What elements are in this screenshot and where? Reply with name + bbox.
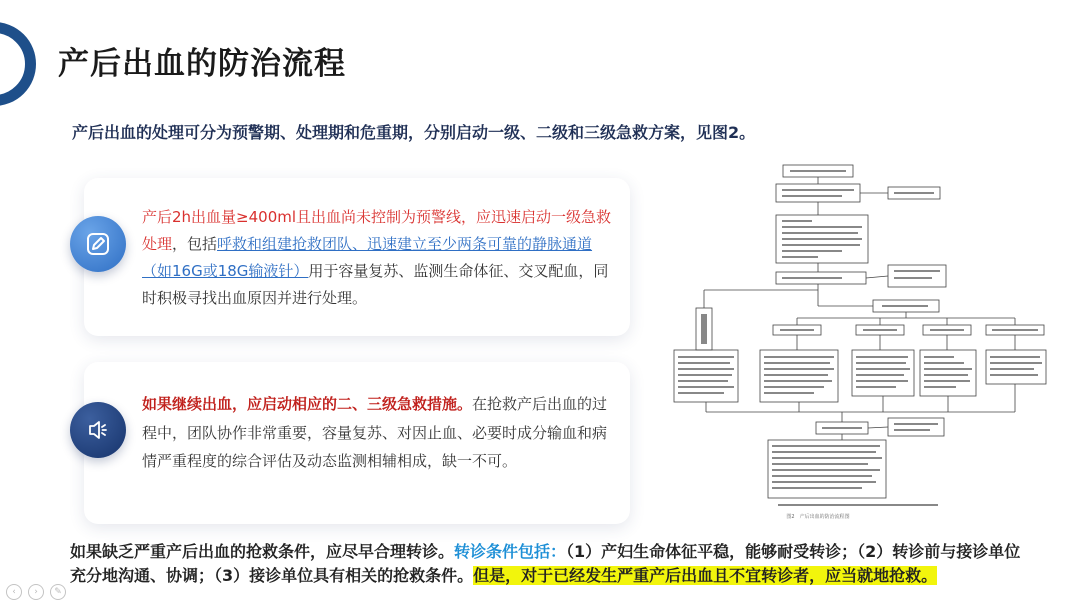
presentation-nav: [6, 584, 66, 600]
flowchart-figure: [668, 160, 1054, 522]
page-title: 产后出血的防治流程: [58, 46, 346, 82]
intro-text: 产后出血的处理可分为预警期、处理期和危重期，分别启动一级、二级和三级急救方案，见图2。: [72, 123, 756, 142]
warning-text: 产后2h出血量≥400ml且出血尚未控制为预警线，应迅速启动一级急救处理，包括呼救和组建抢救团队、迅速建立至少两条可靠的静脉通道（如16G或18G输液针）用于容量复苏、监测生命体征、交叉配血，同时积极寻找出血原因并进行处理。: [142, 208, 612, 307]
pencil-icon: [70, 216, 126, 272]
figure-caption: 图2 产后出血的防治流程图: [786, 514, 850, 520]
escalation-text: 如果继续出血，应启动相应的二、三级急救措施。在抢救产后出血的过程中，团队协作非常重要，容量复苏、对因止血、必要时成分输血和病情严重程度的综合评估及动态监测相辅相成，缺一不可。: [142, 395, 608, 470]
next-slide-icon[interactable]: ›: [28, 584, 44, 600]
referral-text: 如果缺乏严重产后出血的抢救条件，应尽早合理转诊。转诊条件包括：（1）产妇生命体征平稳，能够耐受转诊；（2）转诊前与接诊单位充分地沟通、协调；（3）接诊单位具有相关的抢救条件。但是，对于已经发生严重产后出血且不宜转诊者，应当就地抢救。: [70, 542, 1021, 585]
decorative-ring: [0, 22, 36, 106]
pen-tool-icon[interactable]: ✎: [50, 584, 66, 600]
prev-slide-icon[interactable]: ‹: [6, 584, 22, 600]
speaker-icon: [70, 402, 126, 458]
